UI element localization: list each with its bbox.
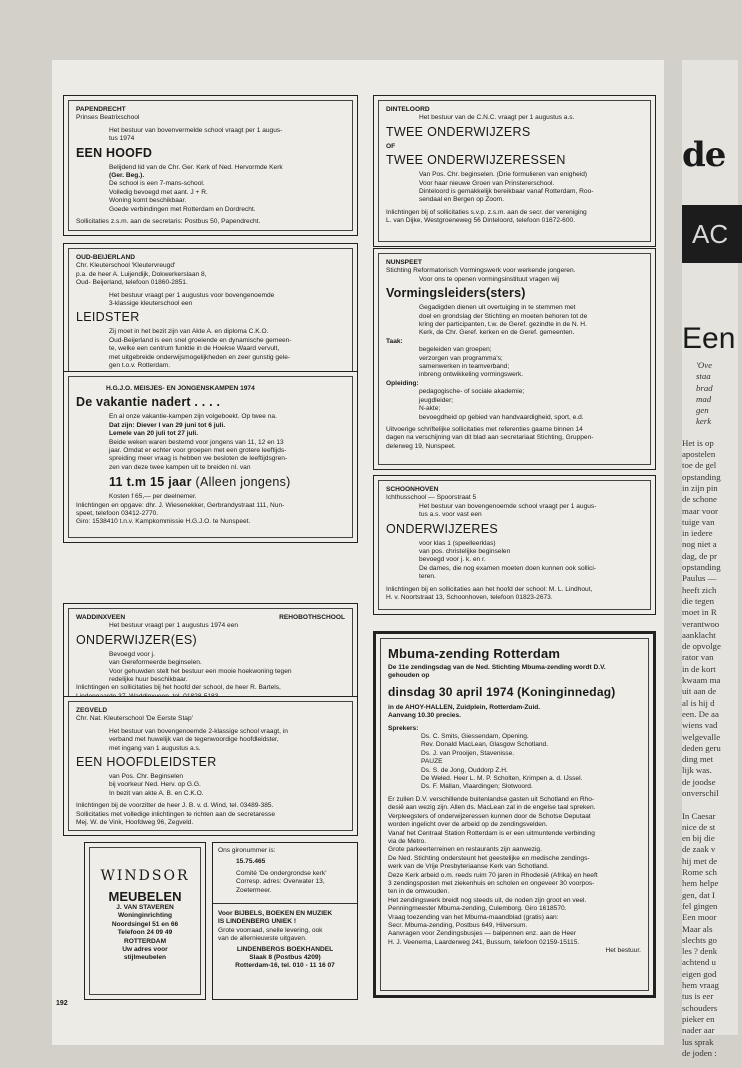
ad-req: Voor haar nieuwe Groen van Prinstererschool. [419,179,555,187]
ad-req: De school is een 7-mans-school. [109,180,205,188]
column-line: de joodse [682,776,716,787]
body-line: Er zullen D.V. verschillende buitenlandse gasten uit Schotland en Rho- [388,795,595,803]
ad-place: NUNSPEET [386,259,422,266]
body-line: Vanaf het Centraal Station Rotterdam is er een uitmuntende verbinding [388,829,595,837]
ad-req: teren. [419,573,436,581]
body-line: Deze Kerk arbeid o.m. reeds ruim 70 jaren in Rhodesië (Afrika) en heeft [388,871,598,879]
body-line: Vraag toezending van het Mbuma-maandblad (gratis) aan: [388,913,559,921]
ad-intro: tus 1974 [109,135,135,143]
column-line: in zijn pin [682,482,718,493]
column-line: nice de st [682,821,716,832]
ad-school: Chr. Nat. Kleuterschool 'De Eerste Stap' [76,715,193,723]
ad-school: REHOBOTHSCHOOL [279,614,345,621]
page-number: 192 [56,1000,68,1007]
body-line: werk van de Vrije Presbyteriaanse Kerk van Schotland. [388,863,549,871]
ad-line: doel en grondslag der Stichting en moeten behoren tot de [419,312,588,320]
column-line: eigen god [682,968,717,979]
ad-mbuma [373,631,656,998]
speaker: Rev. Donald MacLean, Glasgow Schotland. [421,741,549,749]
column-line: aanklacht [682,629,716,640]
column-line: les ? denk [682,946,718,957]
column-line: een. De aa [682,708,719,719]
ad-intro: Het bestuur van bovenvermelde school vraagt per 1 augus- [109,126,283,134]
body-line: Secr. Mbuma-zending, Postbus 649, Hilversum. [388,921,528,929]
ad-heading: ONDERWIJZER(ES) [76,632,197,647]
ad-req: met uitgebreide onderwijsmogelijkheden en zeer gunstig gele- [109,353,291,361]
column-line: apostelen [682,449,716,460]
ad-line: inbreng ontwikkeling vormingswerk. [419,371,524,379]
column-line: hem helpe [682,878,719,889]
quote-line: 'Ove [696,360,713,370]
column-line: Paulus — [682,573,717,584]
ad-line: p.a. de heer A. Luijendijk, Dokwerkerslaan 8, [76,270,207,278]
next-page-banner: AC [682,205,742,263]
ad-place: WADDINXVEEN [76,614,126,621]
column-line: moet in R [682,607,717,618]
event-venue: Aanvang 10.30 precies. [388,712,461,720]
column-line: al is hij d [682,697,715,708]
ad-line: zen van deze twee kampen uit te breiden nl. van [109,463,251,471]
ad-intro: Het bestuur van bovengenoemde school vraagt per 1 augus- [419,502,597,510]
ad-footer: Sollicitaties met volledige inlichtingen te richten aan de secretaresse [76,810,276,818]
ad-req: van pos. christelijke beginselen [419,548,511,556]
column-line: wiens vad [682,720,718,731]
ad-line: Oud- Beijerland, telefoon 01860-2851. [76,279,188,287]
ad-line: jeugdleider; [419,396,454,404]
ad-title: IS LINDENBERG UNIEK ! [218,918,297,926]
ad-school: Ichthusschool — Spoorstraat 5 [386,494,477,502]
next-page-title: Een [682,322,736,355]
ad-title: H.G.J.O. MEISJES- EN JONGENSKAMPEN 1974 [106,385,255,392]
ad-hgjo [63,371,358,543]
ad-line: Zoetermeer. [236,886,272,894]
ad-intro: verband met huwelijk van de tegenwoordige hoofdleidster, [109,736,279,744]
ad-dinteloord [373,95,656,247]
column-line: In Caesar [682,810,716,821]
ad-intro: 3-klassige kleuterschool een [109,300,193,308]
ad-footer: H. v. Noortstraat 13, Schoonhoven, telefoon 01823-2673. [386,594,553,602]
giro-number: 15.75.465 [236,858,266,866]
ad-sub: gehouden op [388,672,430,680]
ad-footer: Inlichtingen bij of sollicitaties s.v.p. z.s.m. aan de secr. der vereniging [386,208,587,216]
body-line: desië aan wezig zijn. Allen ds. MacLean zal in de engelse taal spreken. [388,804,596,812]
ad-req: van Gereformeerde beginselen. [109,659,202,667]
quote-line: mad [696,393,712,404]
column-line: lijk was. [682,765,712,776]
ad-cost: Kosten f 65,— per deelnemer. [109,493,197,501]
column-line: deden geru [682,742,721,753]
ad-footer: Sollicitaties z.s.m. aan de secretaris: Postbus 50, Papendrecht. [76,218,261,226]
ad-footer: Inlichtingen bij en sollicitaties aan het hoofd der school: M. L. Lindhout, [386,585,593,593]
ad-req: Zij moet in het bezit zijn van Akte A. en diploma C.K.O. [109,328,269,336]
windsor-logo: WINDSOR [100,868,190,884]
body-line: via de Metro. [388,837,427,845]
column-line: uit aan de [682,686,717,697]
column-line: de opvolge [682,641,721,652]
ad-footer: Giro: 1538410 t.n.v. Kampkommissie H.G.J.O. te Nunspeet. [76,518,251,526]
column-line: en bij die [682,833,715,844]
column-line: nader aar [682,1025,715,1036]
ad-heading: De vakantie nadert . . . . [76,395,221,410]
ad-line: Woninginrichting [117,912,173,920]
column-line: rator van [682,652,714,663]
column-line: opstanding [682,471,721,482]
column-line: heeft zich [682,584,717,595]
ad-line: Dat zijn: Diever I van 29 juni tot 6 juli. [109,421,226,429]
ad-place: PAPENDRECHT [76,106,126,113]
ad-heading: EEN HOOFD [76,145,153,160]
ad-req: redelijke huur beschikbaar. [109,676,188,684]
speaker: Ds. S. de Jong, Ouddorp Z.H. [421,766,508,774]
ad-footer: Inlichtingen en sollicitaties bij het hoofd der school, de heer R. Bartels, [76,684,281,692]
body-line: Het zendingswerk breidt nog steeds uit, de noden zijn groot en veel. [388,896,587,904]
ad-footer: Uitvoerige schriftelijke sollicitaties met referenties gaarne binnen 14 [386,425,583,433]
ad-line: Noordsingel 51 en 66 [111,920,179,928]
ad-waddinxveen [63,603,358,702]
ad-req: Dinteloord is gemakkelijk bereikbaar vanaf Rotterdam, Roo- [419,188,594,196]
windsor-name: MEUBELEN [108,889,182,904]
ad-line: N-akte; [419,405,441,413]
column-line: tuige van [682,516,715,527]
ad-line: jaar. Omdat er echter voor groepen met een grotere leeftijds- [109,447,287,455]
ad-line: Kerk, de Chr. Geref. kerken en de Geref. gemeenten. [419,329,575,337]
ad-giro-lindenberg [212,842,358,1000]
column-line: hij met de [682,855,718,866]
ad-zegveld [63,696,358,836]
ad-heading: TWEE ONDERWIJZERS [386,124,531,139]
column-line: tus is eer [682,991,714,1002]
ad-heading: TWEE ONDERWIJZERESSEN [386,153,566,168]
ad-line: Corresp. adres: Overwater 13, [236,878,325,886]
column-line: in de kort [682,663,716,674]
ad-intro: Voor ons te openen vormingsinstituut vragen wij [419,275,560,283]
column-line: verantwoo [682,618,720,629]
signature: Het bestuur. [605,947,641,955]
column-line: opstanding [682,562,721,573]
body-line: worden ingelicht over de arbeid op de zendingsvelden. [388,821,548,829]
ad-intro: Het bestuur van de C.N.C. vraagt per 1 augustus a.s. [419,114,575,122]
column-line: hem vraag [682,980,719,991]
giro-label: Ons gironummer is: [218,847,276,854]
ad-line: ROTTERDAM [123,937,167,945]
ad-line: Chr. Kleuterschool 'Kleutervreugd' [76,262,176,270]
ad-req: In bezit van akte A. B. en C.K.O. [109,789,204,797]
column-line: de schone [682,494,717,505]
column-line: fel gingen [682,900,718,911]
column-line: achtend u [682,957,716,968]
column-line: slechts go [682,934,717,945]
speaker: Ds. C. Smits, Giessendam, Opening. [421,733,529,741]
ad-title: Mbuma-zending Rotterdam [388,646,561,661]
ad-line: verzorgen van programma's; [419,354,503,362]
ad-line: Lemele van 20 juli tot 27 juli. [109,430,199,438]
ad-heading: Vormingsleiders(sters) [386,286,526,301]
ad-place: OUD-BEIJERLAND [76,254,135,261]
column-line: schouders [682,1002,718,1013]
ad-line: Rotterdam-16, tel. 010 - 11 16 07 [235,962,335,970]
column-line: welgevalle [682,731,721,742]
ad-line: Gegadigden dienen uit overtuiging in te stemmen met [419,304,576,312]
column-line: Een moor [682,912,717,923]
column-line: Het is op [682,437,714,448]
ad-line: Slaak 8 (Postbus 4209) [249,954,321,962]
ad-req: De dames, die nog examen moeten doen kunnen ook sollici- [419,564,597,572]
body-line: H. J. Veenema, Laarderweg 241, Bussum, telefoon 02159-15115. [388,938,580,946]
speaker: Ds. F. Mallan, Vlaardingen; Slotwoord. [421,783,533,791]
ad-heading: ONDERWIJZERES [386,521,499,536]
ad-place: DINTELOORD [386,106,430,113]
ad-req: van Pos. Chr. Beginselen [109,773,184,781]
ad-org: Stichting Reformatorisch Vormingswerk voor werkende jongeren. [386,267,576,275]
ad-line: Grote voorraad, snelle levering, ook [218,926,323,934]
column-line: toe de gel [682,460,717,471]
ad-school: Prinses Beatrixschool [76,114,140,122]
column-line: Rome sch [682,867,717,878]
ad-footer: delerweg 19, Nunspeet. [386,442,456,450]
ad-req: bevoegd voor j. k. en r. [419,556,486,564]
column-line: ding met [682,754,714,765]
column-line [682,799,721,810]
ad-req: gen t.o.v. Rotterdam. [109,362,171,370]
ad-line: Comité 'De ondergrondse kerk' [236,869,327,877]
column-line: de joden : [682,1047,717,1058]
quote-line: gen [696,405,709,416]
column-line: Maar als [682,923,713,934]
ad-schoonhoven [373,475,656,615]
ad-line: begeleiden van groepen; [419,346,492,354]
ad-place: ZEGVELD [76,707,108,714]
column-line: onverschil [682,787,719,798]
ad-oud-beijerland [63,243,358,379]
ad-intro: Het bestuur van bovengenoemde 2-klassige school vraagt, in [109,727,288,735]
quote-line: kerk [696,416,712,427]
body-line: Aanvragen voor Zendingsbusjes — balpennen enz. aan de Heer [388,930,577,938]
body-line: Grote parkeerterreinen en restaurants zijn aanwezig. [388,846,542,854]
ad-footer: Inlichtingen bij de voorzitter de heer J. B. v. d. Wind, tel. 03489-385. [76,802,274,810]
speaker: Ds. J. van Prooijen, Stavenisse. [421,749,515,757]
column-line: kwaam ma [682,675,721,686]
ad-req: te, welke een centrum funktie in de Hoekse Waard vervult, [109,345,280,353]
speaker: PAUZE [421,758,443,766]
ad-footer: L. van Dijke, Westgroeneweg 56 Dinteloord, telefoon 01672-600. [386,217,576,225]
body-line: Penningmeester Mbuma-zending, Culemborg. Giro 1618570. [388,905,567,913]
ad-nunspeet [373,248,656,470]
ad-intro: met ingang van 1 augustus a.s. [109,744,201,752]
body-line: De Ned. Stichting ondersteunt het geestelijke en medische zendings- [388,854,590,862]
body-line: ten in de omwouden. [388,888,450,896]
ad-req: Bevoegd voor j. [109,650,155,658]
ad-line: kring der participanten, t.w. de Geref. gezindte in de N. H. [419,321,587,329]
ad-line: En al onze vakantie-kampen zijn volgeboekt. Op twee na. [109,413,277,421]
ad-footer: speet, telefoon 03412-2770. [76,510,159,518]
ad-footer: Inlichtingen en opgave: dhr. J. Wiesenekker, Gerbrandystraat 111, Nun- [76,501,285,509]
ad-line: pedagogische- of sociale akademie; [419,388,525,396]
ad-windsor [84,842,206,1000]
quote-line: staa [696,371,711,382]
column-line: de zaak v [682,844,716,855]
ad-title: Voor BIJBELS, BOEKEN EN MUZIEK [218,910,333,918]
ad-intro: Het bestuur vraagt per 1 augustus voor bovengenoemde [109,291,275,299]
next-page-column [682,360,721,1059]
age-note: (Alleen jongens) [195,475,291,490]
ad-line: samenwerken in teamverband; [419,363,510,371]
ad-place: SCHOONHOVEN [386,486,439,493]
column-line: die tegen [682,595,714,606]
next-page-edge [682,60,738,1058]
column-line: maar voor [682,505,718,516]
ad-or: OF [386,142,396,150]
ad-line: spreiding meer vraag is hebben we besloten de leeftijdsgren- [109,455,288,463]
event-venue: in de AHOY-HALLEN, Zuidplein, Rotterdam-Zuid. [388,703,541,711]
speaker: De Weled. Heer L. M. P. Scholten, Krimpen a. d. IJssel. [421,775,583,783]
ad-footer: Mej. W. de Vink, Hoofdweg 96, Zegveld. [76,819,194,827]
ad-line: stijlmeubelen [123,954,167,962]
column-line: nog niet a [682,539,717,550]
ad-req: Oud-Beijerland is een snel groeiende en dynamische gemeen- [109,336,292,344]
column-line: lus sprak [682,1036,714,1047]
ad-line: bevoegdheid op gebied van handvaardigheid, sport, e.d. [419,413,584,421]
ad-papendrecht [63,95,358,236]
ad-heading: EEN HOOFDLEIDSTER [76,755,217,770]
shop-name: LINDENBERGS BOEKHANDEL [236,945,334,953]
event-date: dinsdag 30 april 1974 (Koninginnedag) [388,684,616,699]
ad-line: Beide weken waren bestemd voor jongens van 11, 12 en 13 [109,438,284,446]
ad-req: Van Pos. Chr. beginselen. (Drie formulieren van enigheid) [419,171,588,179]
column-line: in iedere [682,528,713,539]
body-line: Verpleegsters of onderwijzeressen kunnen door de Schotse Deputaat [388,812,591,820]
body-line: 3 zendingsposten met ziekenhuis en scholen en ongeveer 30 voorpos- [388,879,595,887]
taak-label: Taak: [386,337,403,345]
ad-req: sendaal en Bergen op Zoom. [419,196,505,204]
quote-line: brad [696,382,713,393]
ad-footer: dagen na verschijning van dit blad aan secretariaat Stichting, Gruppen- [386,434,594,442]
ad-intro: Het bestuur vraagt per 1 augustus 1974 een [109,622,239,630]
age-range: 11 t.m 15 jaar [109,475,192,490]
column-line: pieker en [682,1013,715,1024]
column-line: dag, de pr [682,550,717,561]
ad-req: Woning komt beschikbaar. [109,197,187,205]
ad-line: J. VAN STAVEREN [116,904,174,911]
ad-req: Volledig bevoegd met aant. J + R. [109,188,208,196]
next-page-word: de [682,135,726,175]
ad-heading: LEIDSTER [76,310,140,325]
ad-req: Belijdend lid van de Chr. Ger. Kerk of Ned. Hervormde Kerk [109,163,283,171]
column-line: gen, dat I [682,889,715,900]
ad-req: Voor gehuwden stelt het bestuur een mooie hoekwoning tegen [109,667,292,675]
speakers-label: Sprekers: [388,724,419,732]
ad-line: Telefoon 24 09 49 [117,929,173,937]
ad-sub: De 11e zendingsdag van de Ned. Stichting Mbuma-zending wordt D.V. [388,664,606,671]
ad-req: bij voorkeur Ned. Herv. op G.G. [109,781,201,789]
ad-req: voor klas 1 (speelleerklas) [419,539,496,547]
opleiding-label: Opleiding: [386,379,419,387]
ad-intro: tus a.s. voor vast een [419,511,482,519]
magazine-page [52,60,664,1045]
ad-req: Goede verbindingen met Rotterdam en Dordrecht. [109,205,256,213]
ad-req: (Ger. Beg.). [109,172,145,180]
ad-line: Uw adres voor [122,946,168,954]
ad-line: van de allernieuwste uitgaven. [218,935,307,943]
